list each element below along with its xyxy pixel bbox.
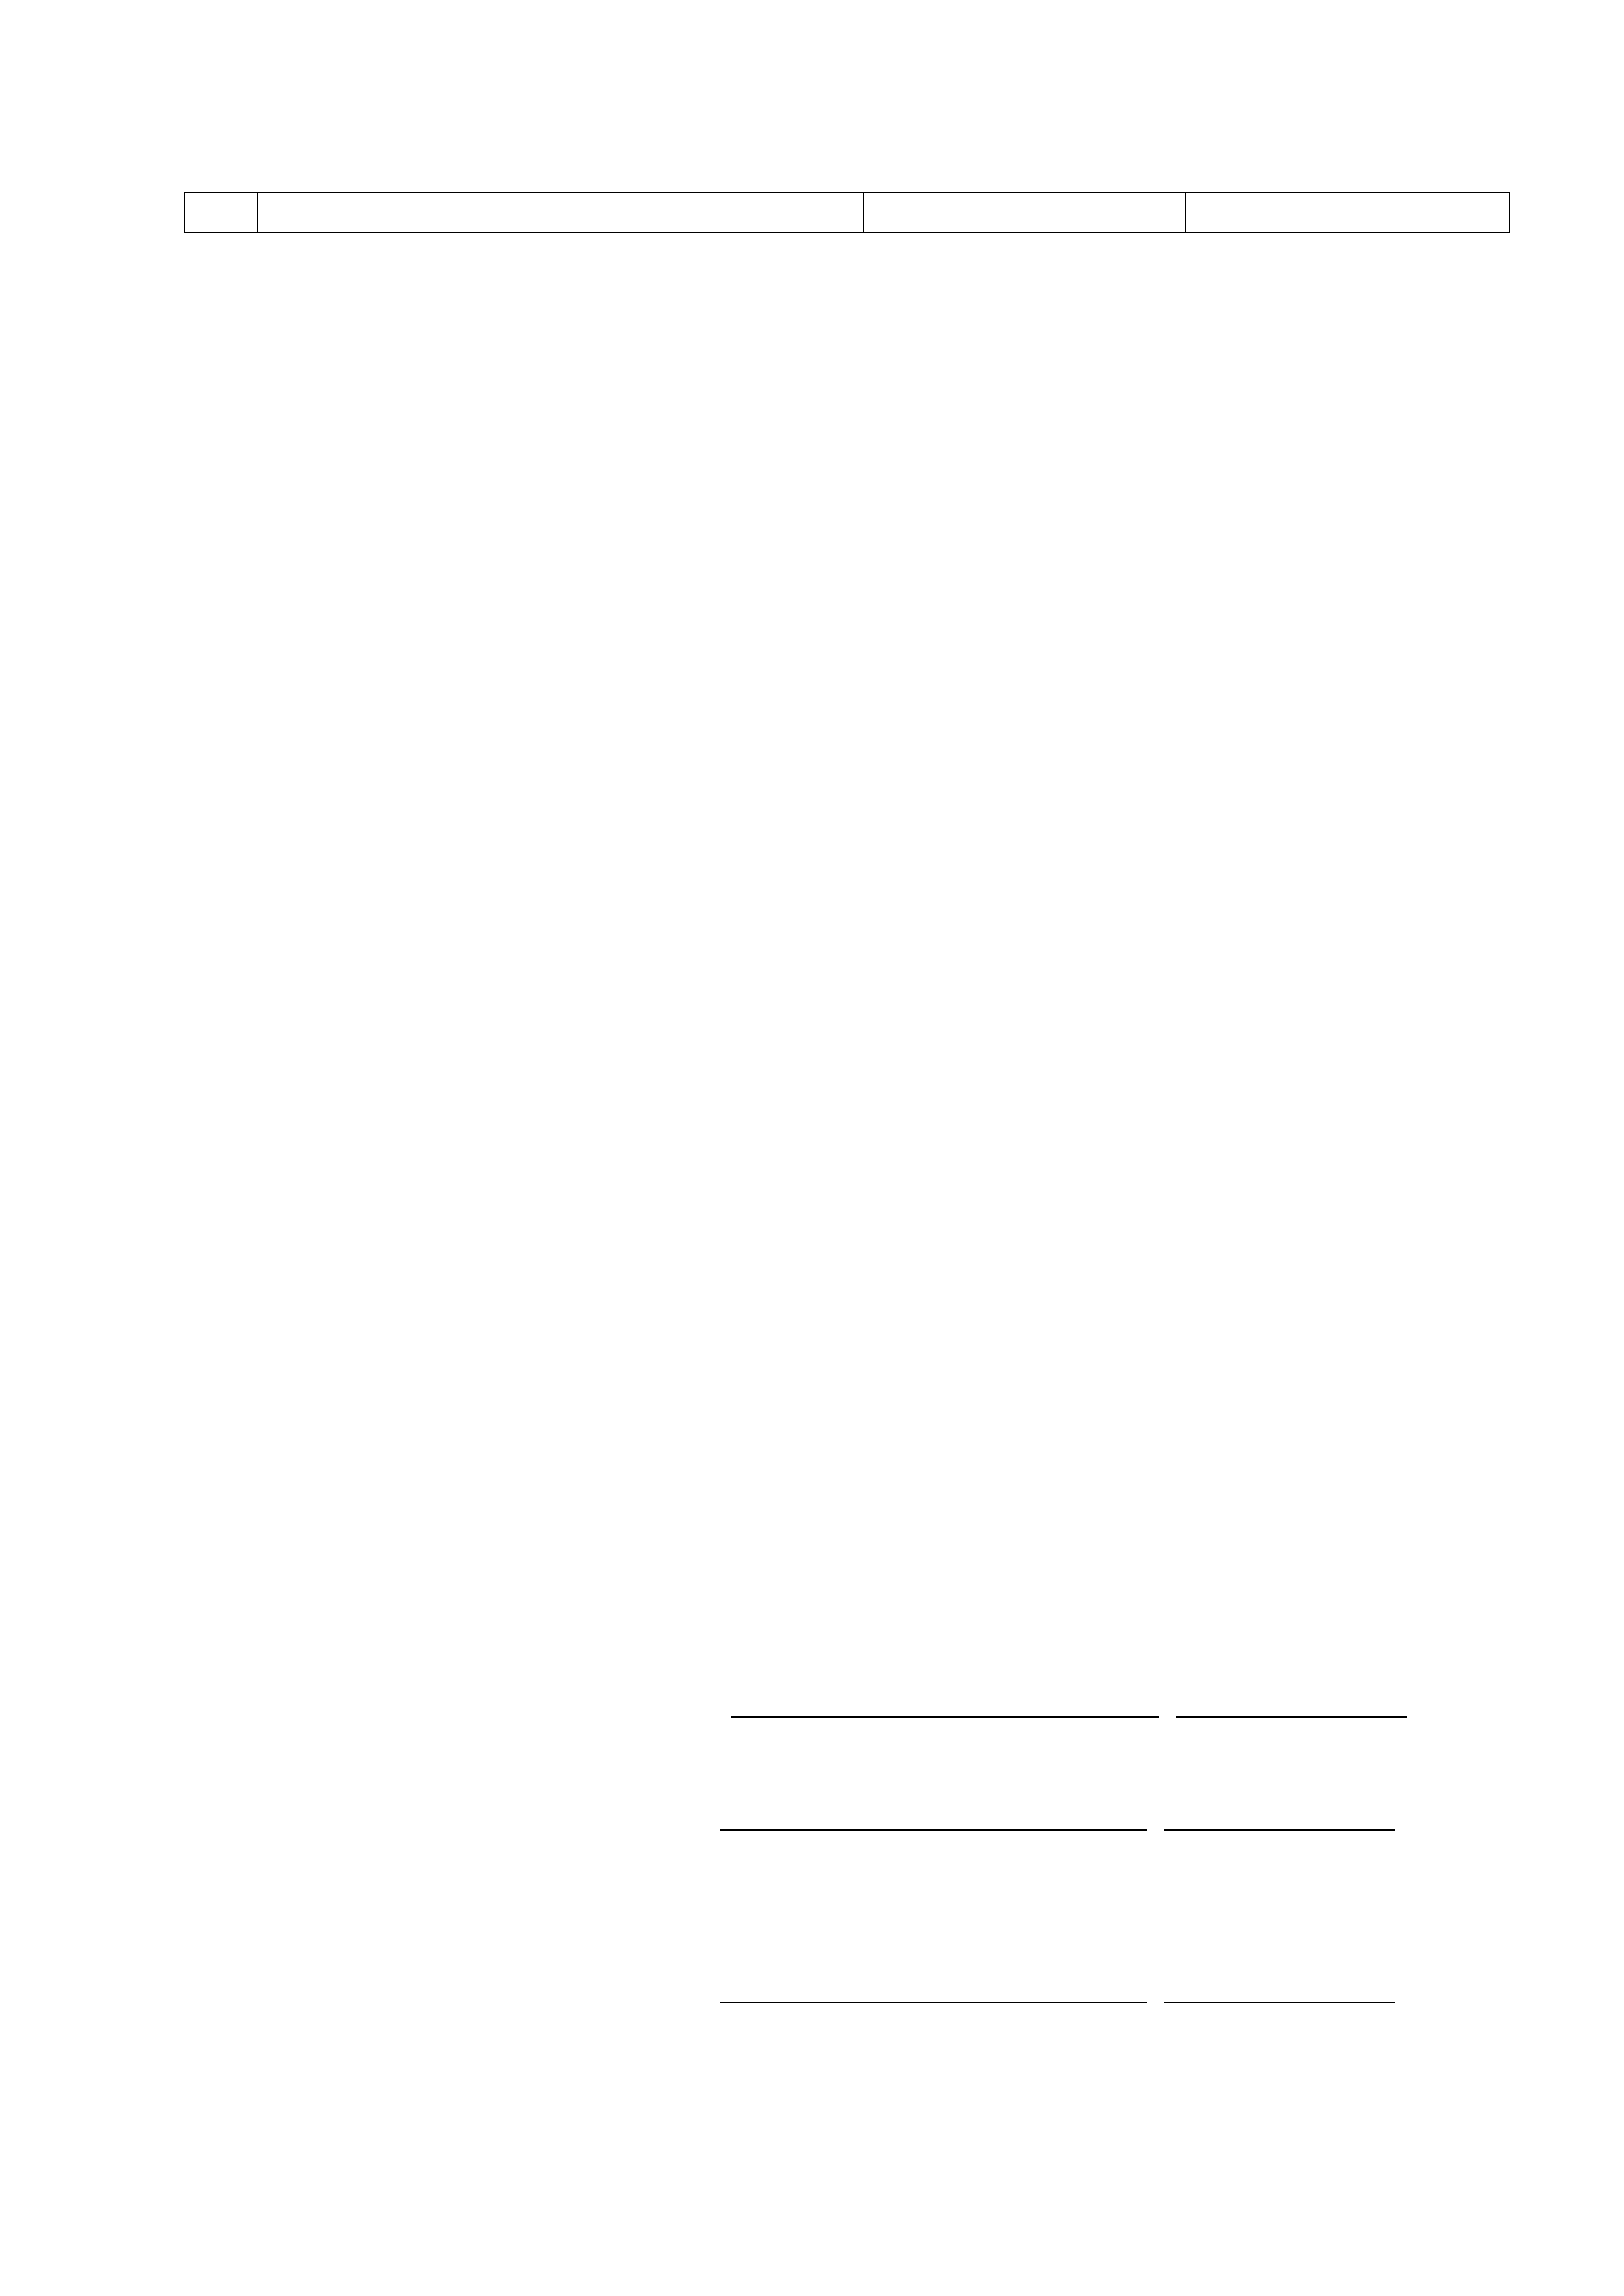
supervisor-signature-field[interactable] — [1176, 1716, 1407, 1718]
column-header-deadline — [864, 193, 1186, 233]
column-header-completion-mark — [1186, 193, 1510, 233]
student-signature-field[interactable] — [1164, 2002, 1395, 2003]
plan-table — [184, 192, 1510, 233]
head-signature-field[interactable] — [1164, 1829, 1395, 1831]
supervisor-name-field[interactable] — [731, 1716, 1159, 1718]
student-name-field[interactable] — [720, 2002, 1147, 2003]
date-row — [234, 2067, 249, 2103]
column-header-stages — [258, 193, 864, 233]
table-header-row — [185, 193, 1510, 233]
column-header-number — [185, 193, 258, 233]
head-name-field[interactable] — [720, 1829, 1147, 1831]
